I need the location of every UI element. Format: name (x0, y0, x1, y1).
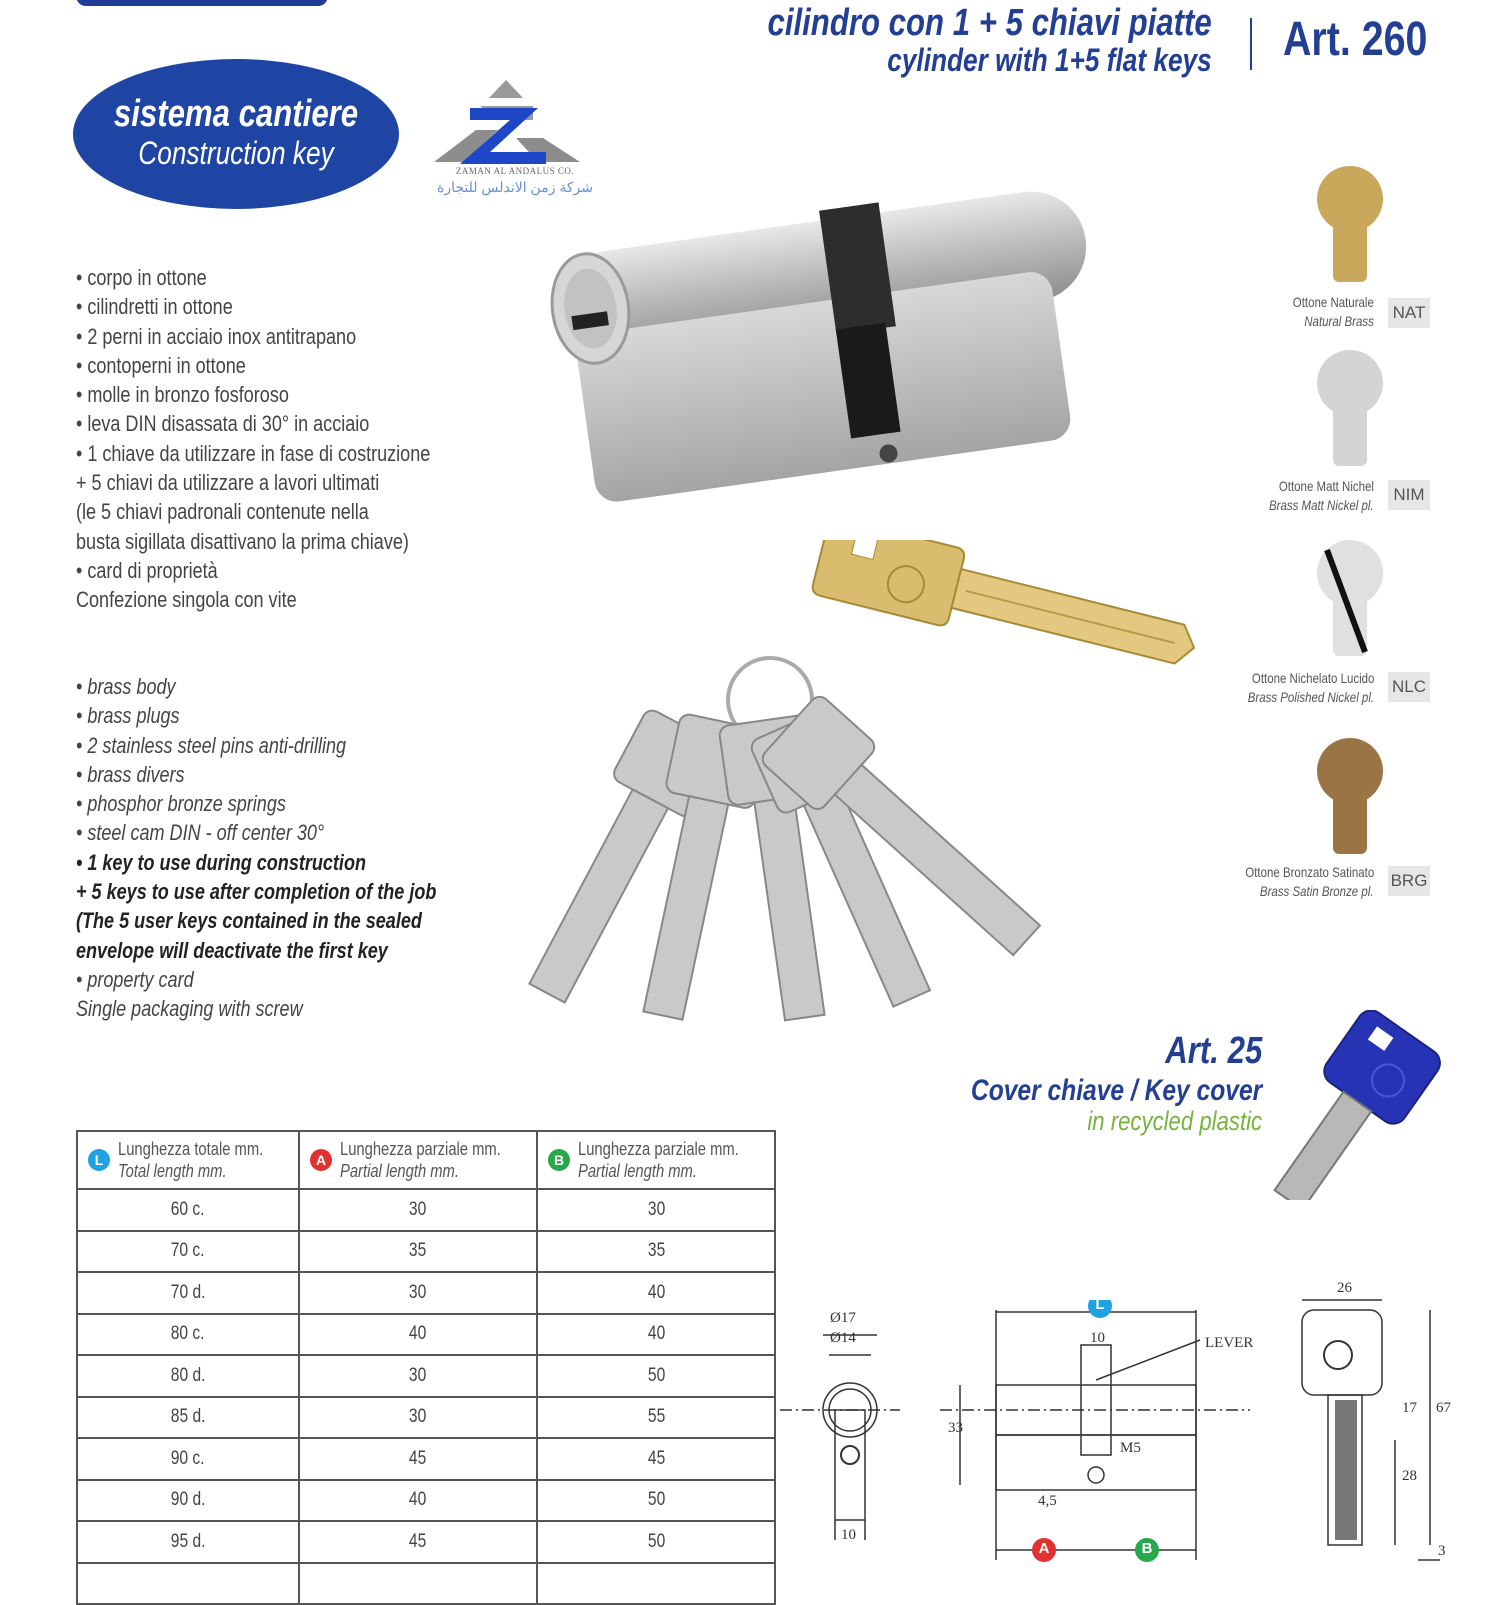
length-a-marker: A (1038, 1540, 1050, 1557)
feature-list-italian (76, 263, 430, 615)
silver-user-keys-image (510, 650, 1070, 1050)
cell-b: 50 (647, 1530, 665, 1552)
feature-item: • contoperni in ottone (76, 352, 246, 378)
cell-b: 40 (647, 1281, 665, 1303)
cover-subtitle: Cover chiave / Key cover (970, 1074, 1262, 1107)
cell-total: 85 d. (170, 1406, 206, 1428)
top-tab-bar (76, 0, 328, 6)
product-title-english: cylinder with 1+5 flat keys (887, 42, 1212, 78)
table-row (77, 1521, 775, 1563)
cell-a: 40 (409, 1489, 427, 1511)
feature-item: • molle in bronzo fosforoso (76, 382, 289, 408)
company-logo-icon (428, 78, 588, 170)
table-row (77, 1480, 775, 1522)
euro-cylinder-image (540, 160, 1130, 560)
table-row (77, 1397, 775, 1439)
height-33-label: 33 (948, 1420, 963, 1436)
finish-name-english: Brass Polished Nickel pl. (1247, 689, 1374, 705)
cell-a: 45 (409, 1447, 427, 1469)
finish-name-italian: Ottone Naturale (1292, 294, 1374, 310)
feature-item: • brass divers (76, 761, 185, 787)
length-a-badge-icon: A (310, 1149, 332, 1171)
table-header-row (77, 1131, 775, 1189)
finish-swatch-polished-nickel (1315, 540, 1385, 660)
header-italian: Lunghezza parziale mm. (578, 1139, 739, 1159)
feature-item: • brass body (76, 674, 176, 699)
length-l-marker: L (1095, 1296, 1105, 1313)
finish-code-badge: NLC (1388, 672, 1430, 702)
cell-total: 60 c. (171, 1198, 205, 1220)
cell-total: 90 c. (171, 1447, 205, 1469)
key-17-label: 17 (1402, 1400, 1417, 1416)
cover-article-number: Art. 25 (1165, 1030, 1262, 1072)
length-b-badge-icon: B (548, 1149, 570, 1171)
cover-material: in recycled plastic (1087, 1106, 1262, 1136)
finish-options (1230, 160, 1440, 900)
feature-item: • 2 stainless steel pins anti-drilling (76, 732, 347, 758)
cell-a: 30 (409, 1406, 427, 1428)
column-header-partial-length-a (299, 1131, 537, 1189)
feature-item: (The 5 user keys contained in the sealed (76, 908, 422, 934)
title-separator (1250, 18, 1252, 70)
logo-company-english: ZAMAN AL ANDALUS CO. (455, 166, 575, 176)
finish-name-english: Brass Matt Nickel pl. (1269, 497, 1374, 513)
feature-item: + 5 chiavi da utilizzare a lavori ultimati (76, 470, 380, 496)
header-italian: Lunghezza parziale mm. (340, 1139, 501, 1159)
feature-item: • phosphor bronze springs (76, 791, 286, 817)
cell-b: 50 (647, 1364, 665, 1386)
key-3-label: 3 (1438, 1543, 1446, 1559)
header-english: Partial length mm. (578, 1161, 698, 1181)
cell-b: 35 (647, 1240, 665, 1262)
key-height-67-label: 67 (1436, 1400, 1451, 1416)
width-4-5-label: 4,5 (1038, 1493, 1057, 1509)
cell-b: 50 (647, 1489, 665, 1511)
article-number: Art. 260 (1283, 13, 1428, 66)
cell-total: 70 d. (170, 1281, 206, 1303)
cell-a: 30 (409, 1198, 427, 1220)
diameter-14-label: Ø14 (830, 1330, 856, 1346)
cell-total: 80 d. (170, 1364, 206, 1386)
cell-b: 45 (647, 1447, 665, 1469)
header-english: Total length mm. (118, 1161, 227, 1181)
finish-name-english: Natural Brass (1304, 313, 1374, 329)
feature-item: • corpo in ottone (76, 265, 207, 290)
construction-key-badge (73, 59, 399, 209)
feature-item: (le 5 chiavi padronali contenute nella (76, 499, 369, 525)
key-dimension-drawing (1290, 1290, 1450, 1570)
key-28-label: 28 (1402, 1468, 1417, 1484)
table-row (77, 1231, 775, 1273)
key-width-26-label: 26 (1337, 1280, 1352, 1296)
logo-company-arabic: شركة زمن الاندلس للتجارة (437, 179, 593, 195)
feature-item: • brass plugs (76, 703, 180, 729)
cell-a: 45 (409, 1530, 427, 1552)
badge-line-italian: sistema cantiere (113, 93, 359, 135)
cell-b: 55 (647, 1406, 665, 1428)
finish-swatch-matt-nickel (1315, 350, 1385, 470)
table-row (77, 1438, 775, 1480)
finish-name-italian: Ottone Bronzato Satinato (1245, 864, 1374, 880)
column-header-partial-length-b (537, 1131, 775, 1189)
feature-item: • property card (76, 966, 194, 992)
feature-item: • 1 chiave da utilizzare in fase di costruzione (76, 440, 431, 466)
table-row (77, 1189, 775, 1231)
diameter-17-label: Ø17 (830, 1310, 856, 1326)
width-10-top-label: 10 (1090, 1330, 1105, 1346)
header-english: Partial length mm. (340, 1161, 459, 1181)
feature-item: • cilindretti in ottone (76, 294, 233, 320)
cell-a: 30 (409, 1364, 427, 1386)
product-title-italian: cilindro con 1 + 5 chiavi piatte (767, 2, 1212, 44)
feature-item: busta sigillata disattivano la prima chiave) (76, 528, 409, 554)
finish-name-italian: Ottone Nichelato Lucido (1251, 670, 1374, 686)
cell-total: 80 c. (171, 1323, 205, 1345)
finish-swatch-natural-brass (1315, 166, 1385, 286)
cell-a: 40 (409, 1323, 427, 1345)
cell-total: 90 d. (170, 1489, 206, 1511)
feature-item: Confezione singola con vite (76, 587, 297, 613)
finish-code-badge: NIM (1388, 480, 1430, 510)
feature-list-english (76, 672, 436, 1024)
table-row (77, 1272, 775, 1314)
m5-screw-label: M5 (1120, 1440, 1141, 1456)
cell-b: 40 (647, 1323, 665, 1345)
feature-item: • 1 key to use during construction (76, 849, 366, 875)
finish-code-badge: NAT (1388, 298, 1430, 328)
feature-item: + 5 keys to use after completion of the job (76, 879, 437, 905)
dimensions-table (76, 1130, 776, 1605)
blue-key-cover-image (1270, 1010, 1450, 1200)
finish-code-badge: BRG (1388, 866, 1430, 896)
header-italian: Lunghezza totale mm. (118, 1139, 264, 1159)
feature-item: • leva DIN disassata di 30° in acciaio (76, 411, 370, 437)
cell-b: 30 (647, 1198, 665, 1220)
finish-swatch-satin-bronze (1315, 738, 1385, 858)
feature-item: • card di proprietà (76, 557, 218, 583)
feature-item: Single packaging with screw (76, 996, 303, 1022)
feature-item: • steel cam DIN - off center 30° (76, 820, 325, 846)
table-row (77, 1563, 775, 1605)
feature-item: • 2 perni in acciaio inox antitrapano (76, 323, 357, 349)
width-10-label: 10 (841, 1527, 856, 1543)
length-b-marker: B (1141, 1540, 1153, 1557)
feature-item: envelope will deactivate the first key (76, 937, 388, 963)
badge-line-english: Construction key (138, 135, 334, 171)
lever-label: LEVER (1205, 1335, 1254, 1351)
table-row (77, 1314, 775, 1356)
length-l-badge-icon: L (88, 1149, 110, 1171)
cell-a: 30 (409, 1281, 427, 1303)
cell-a: 35 (409, 1240, 427, 1262)
finish-name-italian: Ottone Matt Nichel (1278, 478, 1374, 494)
column-header-total-length (77, 1131, 299, 1189)
table-row (77, 1355, 775, 1397)
cell-total: 70 c. (171, 1240, 205, 1262)
finish-name-english: Brass Satin Bronze pl. (1260, 883, 1374, 899)
cell-total: 95 d. (170, 1530, 206, 1552)
